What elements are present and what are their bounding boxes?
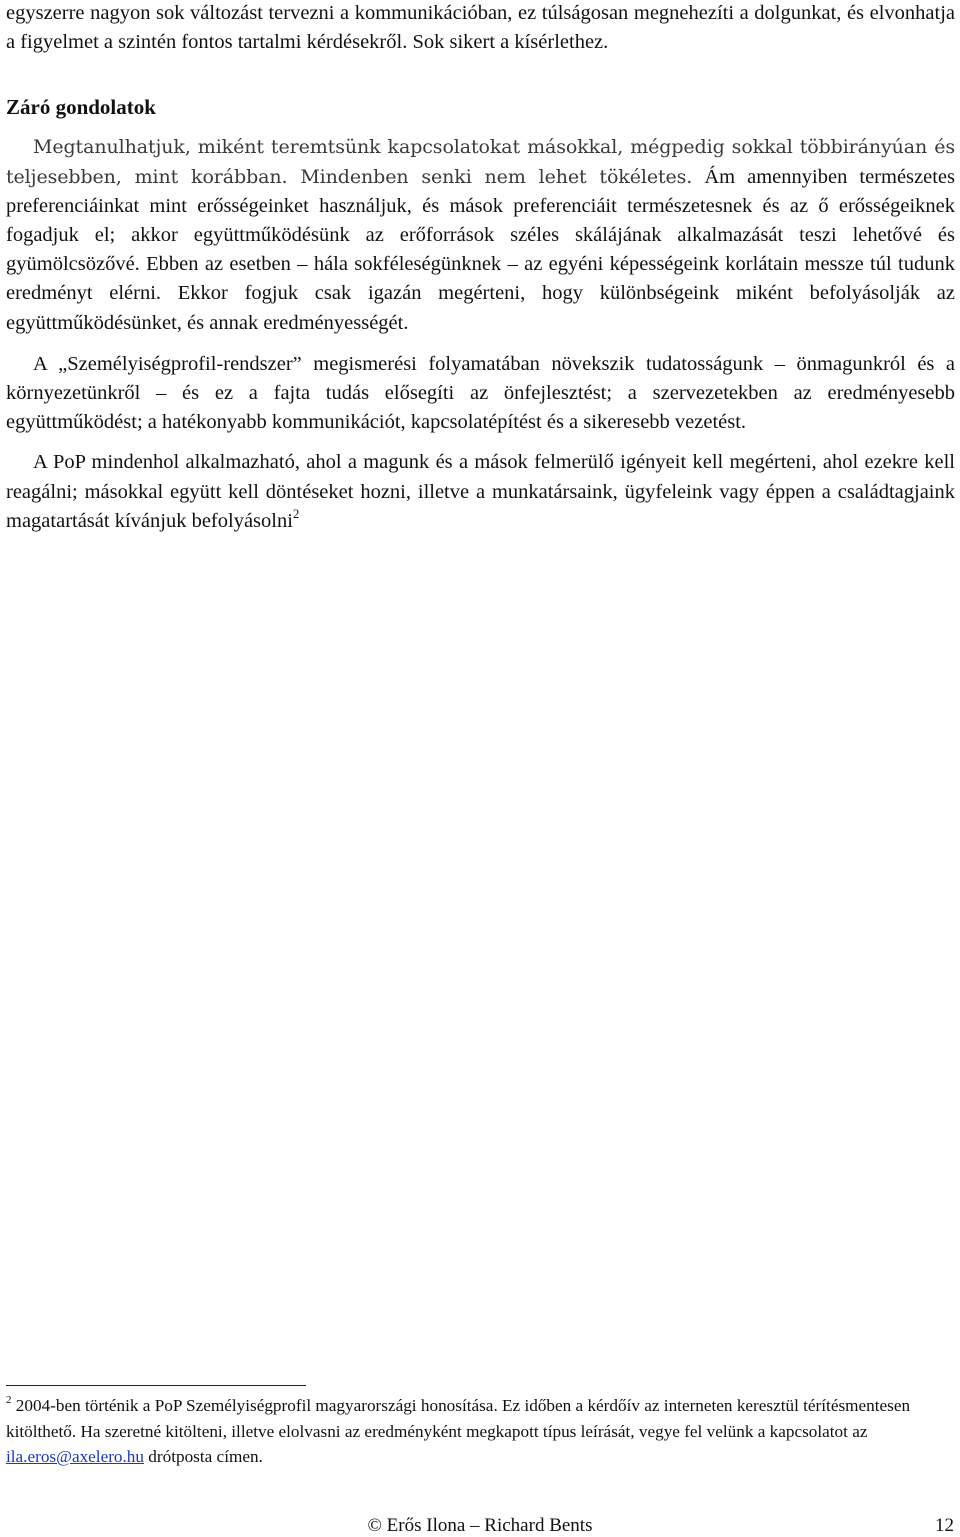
closing-paragraph-3-text: A PoP mindenhol alkalmazható, ahol a magunk és a mások felmerülő igényeit kell megérteni, ahol ezekre kell reagálni; másokkal együtt kell döntéseket hozni, illetve a munkatársaink, ügyfeleink vagy éppen a családtagjaink magatartását kívánjuk befolyásolni [6, 451, 955, 532]
closing-paragraph-1-rest: Ám amennyiben természetes preferenciáinkat mint erősségeinket használjuk, és mások preferenciáit természetesnek és az ő erősségeiknek fogadjuk el; akkor együttműködésünk az erőforrások széles skálájának alkalmazását teszi lehetővé és gyümölcsözővé. Ebben az esetben – hála sokféleségünknek – az egyéni képességeink korlátain messze túl tudunk eredményt elérni. Ekkor fogjuk csak igazán megérteni, hogy különbségeink miként befolyásolják az együttműködésünket, és annak eredményességét. [6, 165, 955, 334]
footnote-text-end: drótposta címen. [144, 1447, 263, 1466]
footnote-separator [6, 1385, 306, 1386]
footer-copyright: © Erős Ilona – Richard Bents [367, 1515, 593, 1536]
closing-paragraph-3 [6, 448, 955, 536]
page-number: 12 [935, 1515, 954, 1536]
closing-paragraph-2: A „Személyiségprofil-rendszer” megismerési folyamatában növekszik tudatosságunk – önmagunkról és a környezetünkről – és ez a fajta tudás elősegíti az önfejlesztést; a szervezetekben az eredményesebb együttműködést; a hatékonyabb kommunikációt, kapcsolatépítést és a sikeresebb vezetést. [6, 352, 955, 434]
closing-paragraph-1 [6, 133, 955, 337]
footnote-marker: 2 [6, 1394, 12, 1406]
closing-paragraph-1-lead: Megtanulhatjuk, miként teremtsünk kapcsolatokat másokkal, mégpedig sokkal többirányúan és teljesebben, mint korábban. Mindenben senki nem lehet tökéletes. [6, 136, 955, 188]
footnote-reference[interactable]: 2 [292, 505, 300, 521]
footnote [6, 1393, 955, 1470]
footnote-text: 2004-ben történik a PoP Személyiségprofil magyarországi honosítása. Ez időben a kérdőív az interneten keresztül térítésmentesen kitölthető. Ha szeretné kitölteni, illetve elolvasni az eredményként megkapott típus leírását, vegye fel velünk a kapcsolatot az [6, 1396, 911, 1441]
intro-paragraph: egyszerre nagyon sok változást tervezni a kommunikációban, ez túlságosan megnehezíti a dolgunkat, és elvonhatja a figyelmet a szintén fontos tartalmi kérdésekről. Sok sikert a kísérlethez. [6, 2, 955, 54]
email-link[interactable]: ila.eros@axelero.hu [6, 1447, 144, 1466]
section-heading: Záró gondolatok [6, 95, 156, 120]
document-page [6, 0, 955, 536]
